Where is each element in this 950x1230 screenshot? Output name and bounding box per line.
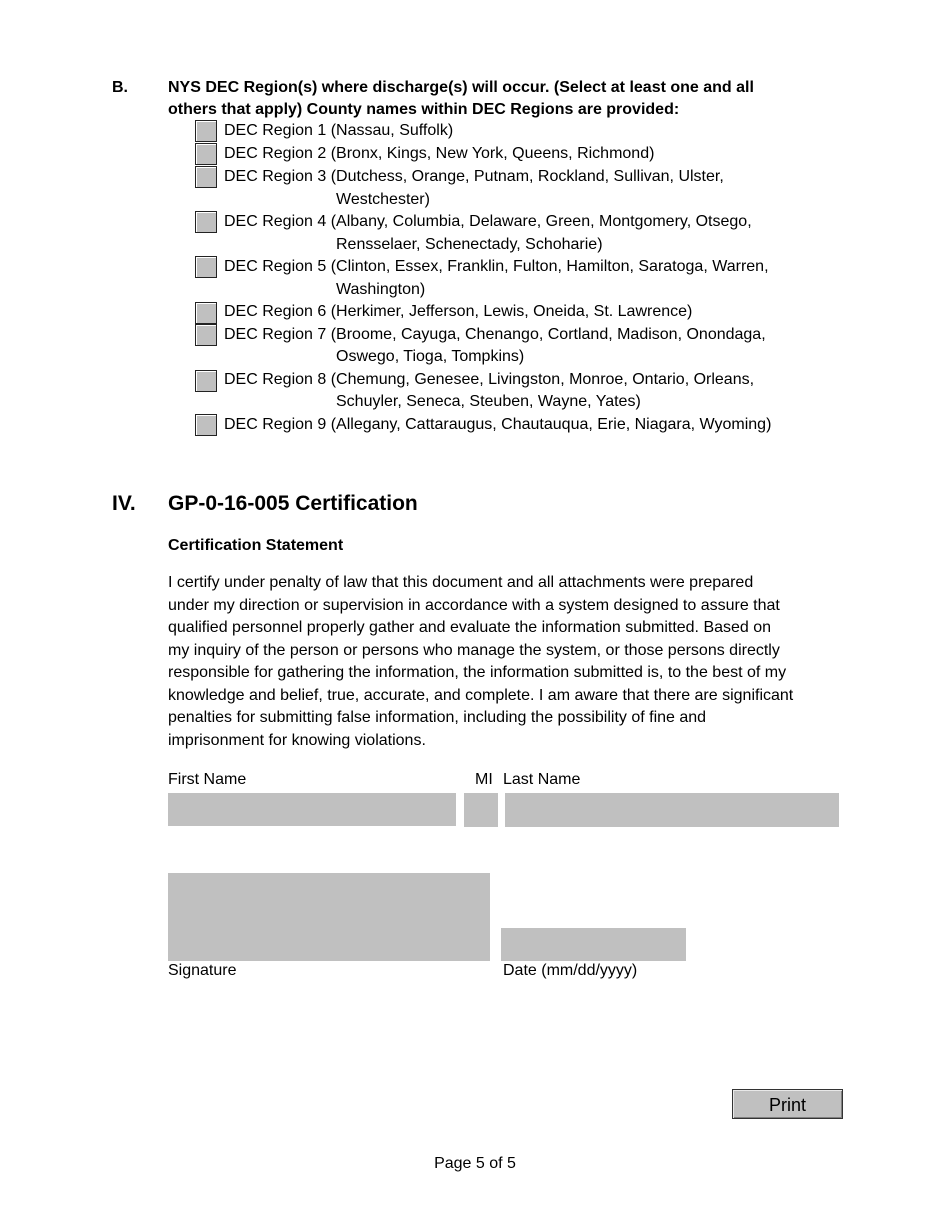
region-4-label: DEC Region 4 (Albany, Columbia, Delaware, Green, Montgomery, Otsego, <box>224 213 752 230</box>
section-b-question-line2: others that apply) County names within DEC Regions are provided: <box>168 101 680 118</box>
first-name-field[interactable] <box>168 793 456 826</box>
region-9-checkbox[interactable] <box>195 414 217 436</box>
statement-line: qualified personnel properly gather and evaluate the information submitted. Based on <box>168 619 772 636</box>
statement-line: imprisonment for knowing violations. <box>168 731 426 749</box>
region-3-label: DEC Region 3 (Dutchess, Orange, Putnam, Rockland, Sullivan, Ulster, <box>224 168 724 185</box>
region-6-label: DEC Region 6 (Herkimer, Jefferson, Lewis, Oneida, St. Lawrence) <box>224 303 693 320</box>
region-2-checkbox[interactable] <box>195 143 217 165</box>
region-3-checkbox[interactable] <box>195 166 217 188</box>
region-8-label-cont: Schuyler, Seneca, Steuben, Wayne, Yates) <box>336 393 641 410</box>
region-1-label: DEC Region 1 (Nassau, Suffolk) <box>224 122 454 139</box>
last-name-field[interactable] <box>505 793 839 827</box>
region-7-checkbox[interactable] <box>195 324 217 346</box>
region-1-checkbox[interactable] <box>195 120 217 142</box>
region-5-label: DEC Region 5 (Clinton, Essex, Franklin, Fulton, Hamilton, Saratoga, Warren, <box>224 258 769 275</box>
section-iv-numeral: IV. <box>112 492 136 515</box>
section-iv-title: GP-0-16-005 Certification <box>168 492 418 515</box>
statement-line: knowledge and belief, true, accurate, and complete. I am aware that there are significant <box>168 686 794 704</box>
page-number: Page 5 of 5 <box>434 1155 516 1172</box>
region-6-checkbox[interactable] <box>195 302 217 324</box>
signature-field[interactable] <box>168 873 490 961</box>
statement-line: penalties for submitting false information, including the possibility of fine and <box>168 709 707 726</box>
region-8-checkbox[interactable] <box>195 370 217 392</box>
region-9-label: DEC Region 9 (Allegany, Cattaraugus, Chautauqua, Erie, Niagara, Wyoming) <box>224 416 772 433</box>
certification-statement <box>168 572 848 752</box>
region-7-label: DEC Region 7 (Broome, Cayuga, Chenango, Cortland, Madison, Onondaga, <box>224 326 766 343</box>
region-5-label-cont: Washington) <box>336 281 426 298</box>
mi-field[interactable] <box>464 793 498 827</box>
date-label: Date (mm/dd/yyyy) <box>503 962 638 979</box>
mi-label: MI <box>475 771 493 788</box>
section-b-question-line1: NYS DEC Region(s) where discharge(s) will occur. (Select at least one and all <box>168 79 754 96</box>
region-2-label: DEC Region 2 (Bronx, Kings, New York, Queens, Richmond) <box>224 145 655 162</box>
region-3-label-cont: Westchester) <box>336 191 430 208</box>
print-button[interactable]: Print <box>732 1089 843 1119</box>
statement-line: I certify under penalty of law that this document and all attachments were prepared <box>168 574 754 591</box>
signature-label: Signature <box>168 962 237 979</box>
region-7-label-cont: Oswego, Tioga, Tompkins) <box>336 348 525 365</box>
certification-subheading: Certification Statement <box>168 537 344 554</box>
statement-line: my inquiry of the person or persons who manage the system, or those persons directly <box>168 641 780 659</box>
region-4-checkbox[interactable] <box>195 211 217 233</box>
region-8-label: DEC Region 8 (Chemung, Genesee, Livingston, Monroe, Ontario, Orleans, <box>224 371 755 388</box>
region-4-label-cont: Rensselaer, Schenectady, Schoharie) <box>336 236 603 253</box>
statement-line: responsible for gathering the information, the information submitted is, to the best of my <box>168 664 787 681</box>
statement-line: under my direction or supervision in accordance with a system designed to assure that <box>168 596 780 614</box>
section-b-letter: B. <box>112 79 128 96</box>
date-field[interactable] <box>501 928 686 961</box>
region-5-checkbox[interactable] <box>195 256 217 278</box>
first-name-label: First Name <box>168 771 247 788</box>
last-name-label: Last Name <box>503 771 581 788</box>
